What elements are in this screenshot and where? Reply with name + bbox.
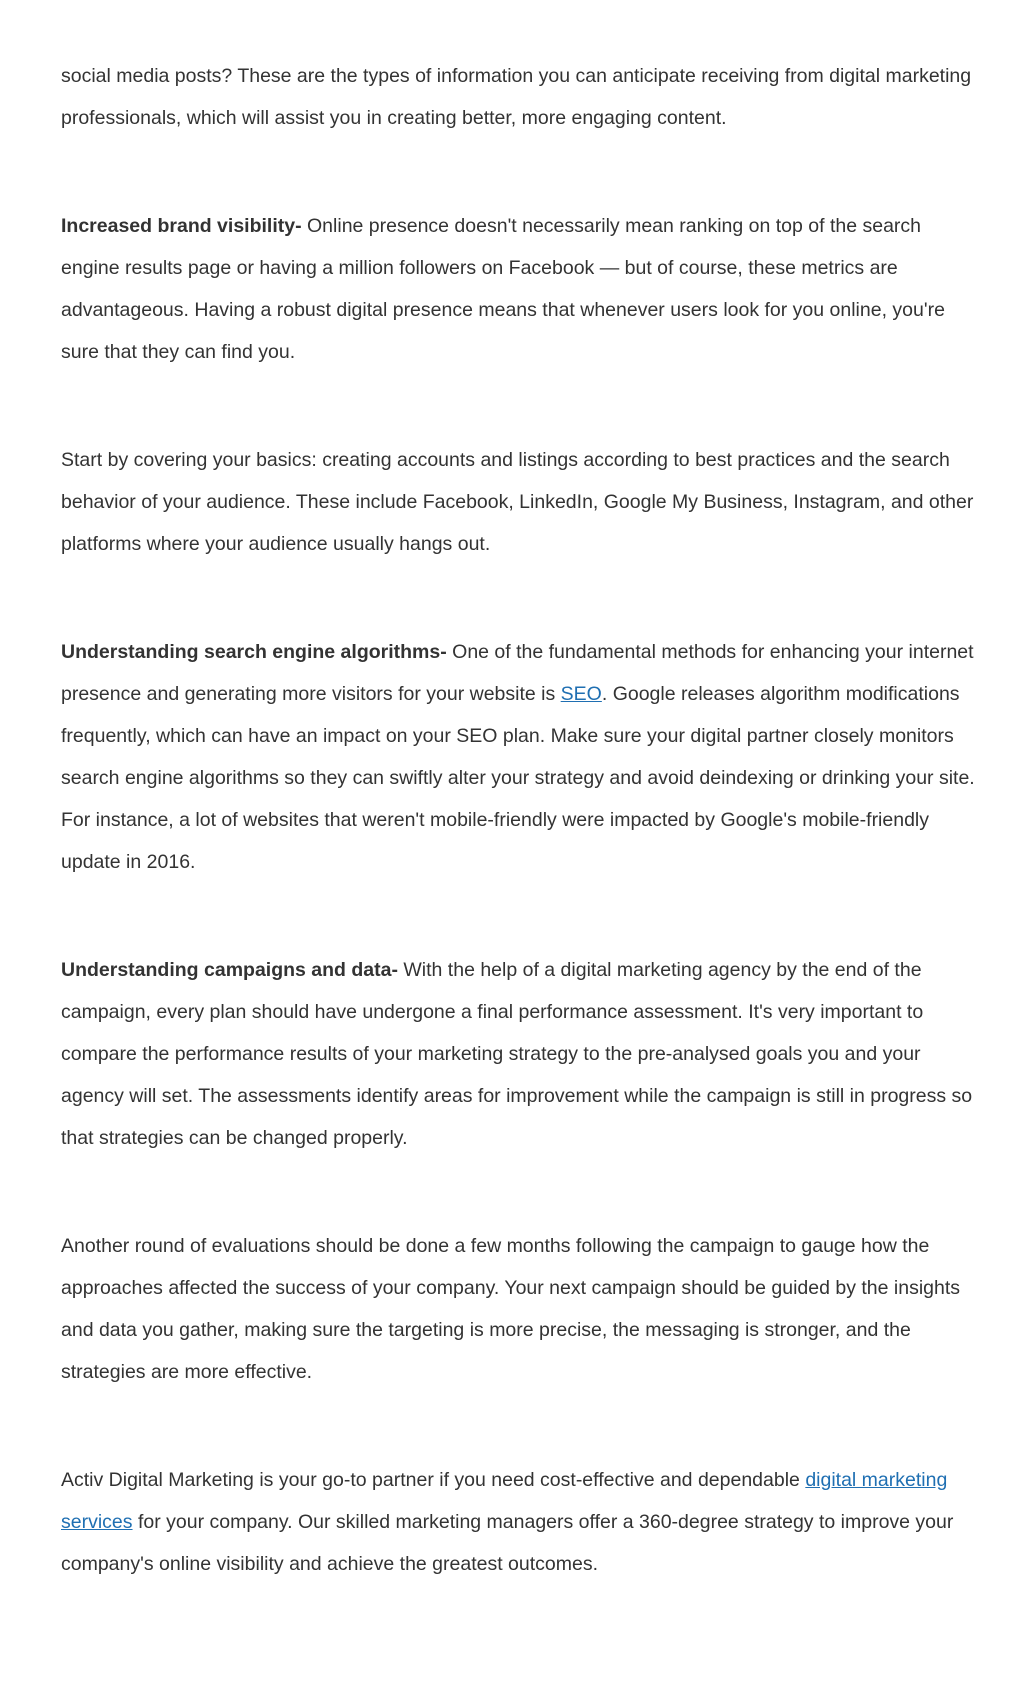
paragraph-text: . Google releases algorithm modifications frequently, which can have an impact on your SEO plan. Make sure your digital partner closely monitors search engine algorithms so they can swiftly alter your strategy and avoid deindexing or drinking your site. For instance, a lot of websites that weren't mobile-friendly were impacted by Google's mobile-friendly update in 2016. bbox=[61, 683, 975, 873]
paragraph-text: Activ Digital Marketing is your go-to partner if you need cost-effective and dependable bbox=[61, 1469, 806, 1491]
paragraph-text: Start by covering your basics: creating accounts and listings according to best practices and the search behavior of your audience. These include Facebook, LinkedIn, Google My Business, Instagram, and other platforms where your audience usually hangs out. bbox=[61, 449, 974, 555]
paragraph-social-media bbox=[61, 55, 976, 139]
paragraph-text: social media posts? These are the types of information you can anticipate receiving from digital marketing professionals, which will assist you in creating better, more engaging content. bbox=[61, 65, 972, 129]
paragraph-text: Online presence doesn't necessarily mean ranking on top of the search engine results page or having a million followers on Facebook — but of course, these metrics are advantageous. Having a robust digital presence means that whenever users look for you online, you're sure that they can find you. bbox=[61, 215, 945, 363]
article-body bbox=[61, 55, 976, 1651]
paragraph-heading: Understanding campaigns and data- bbox=[61, 959, 398, 981]
paragraph-text: One of the fundamental methods for enhancing your internet presence and generating more visitors for your website is bbox=[61, 641, 974, 705]
paragraph-basics bbox=[61, 439, 976, 565]
seo-link[interactable]: SEO bbox=[560, 683, 602, 705]
paragraph-text: for your company. Our skilled marketing managers offer a 360-degree strategy to improve your company's online visibility and achieve the greatest outcomes. bbox=[61, 1511, 954, 1575]
paragraph-text: With the help of a digital marketing agency by the end of the campaign, every plan should have undergone a final performance assessment. It's very important to compare the performance results of your marketing strategy to the pre-analysed goals you and your agency will set. The assessments identify areas for improvement while the campaign is still in progress so that strategies can be changed properly. bbox=[61, 959, 973, 1149]
paragraph-brand-visibility bbox=[61, 205, 976, 373]
paragraph-activ-digital bbox=[61, 1459, 976, 1585]
digital-marketing-services-link[interactable]: digital marketing services bbox=[61, 1469, 948, 1533]
paragraph-campaigns-data bbox=[61, 949, 976, 1159]
paragraph-evaluations bbox=[61, 1225, 976, 1393]
paragraph-heading: Understanding search engine algorithms- bbox=[61, 641, 447, 663]
paragraph-search-algorithms bbox=[61, 631, 976, 883]
paragraph-text: Another round of evaluations should be done a few months following the campaign to gauge how the approaches affected the success of your company. Your next campaign should be guided by the insights and data you gather, making sure the targeting is more precise, the messaging is stronger, and the strategies are more effective. bbox=[61, 1235, 961, 1383]
paragraph-heading: Increased brand visibility- bbox=[61, 215, 302, 237]
